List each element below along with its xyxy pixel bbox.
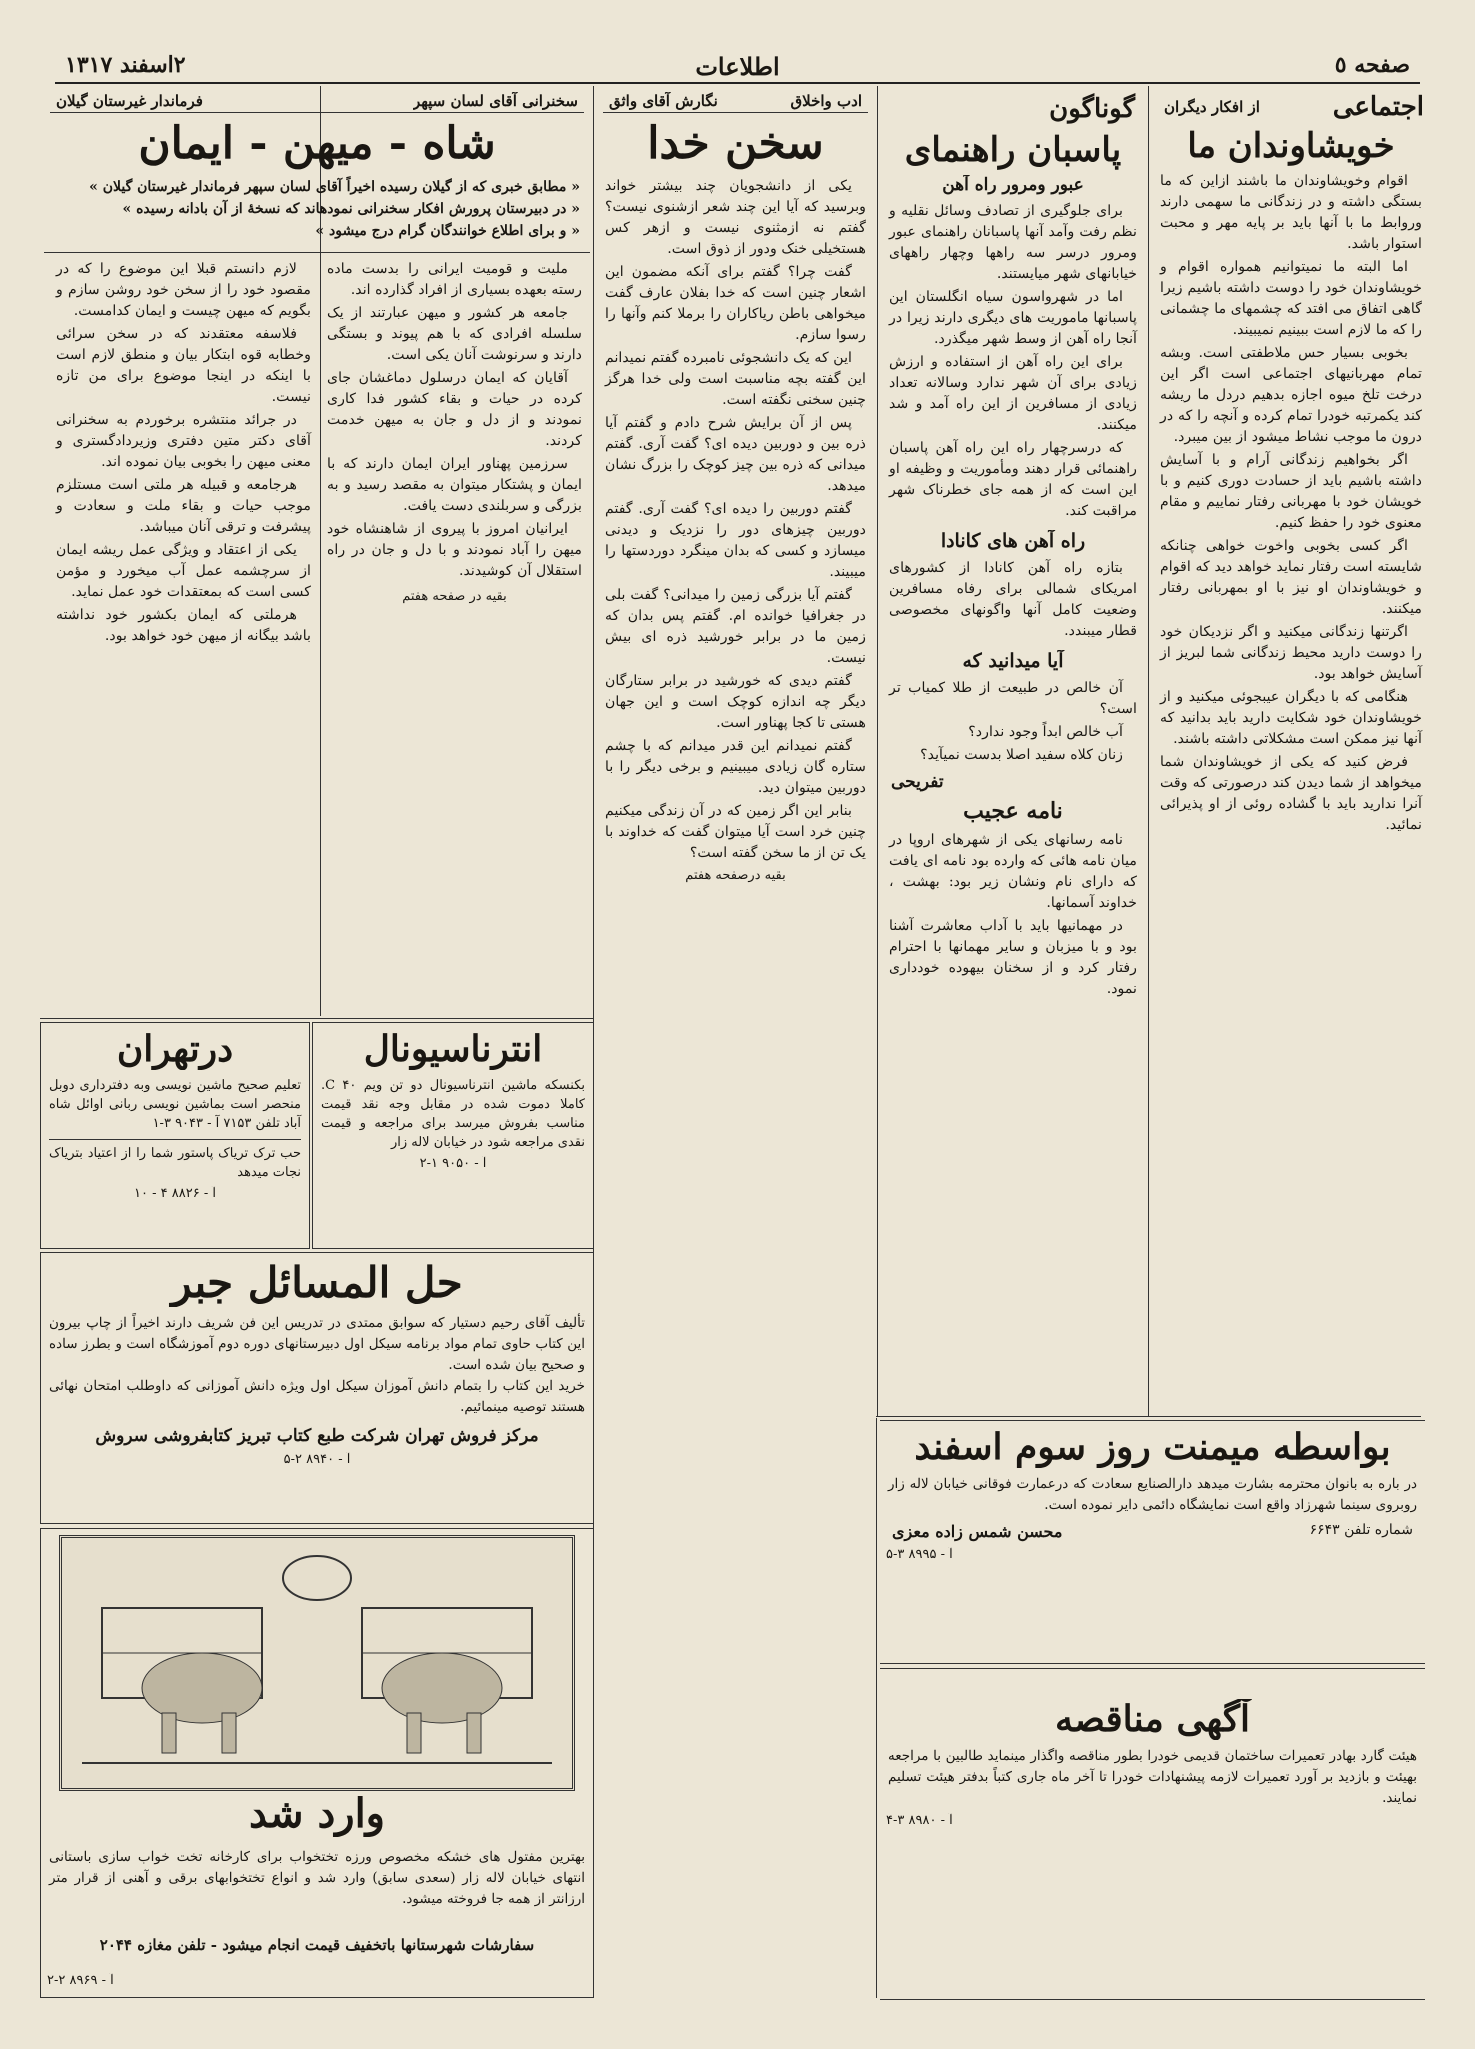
ad-text: حب ترک تریاک پاستور شما را از اعتیاد بتریاک نجات میدهد bbox=[49, 1139, 301, 1182]
column-misc bbox=[881, 88, 1145, 1413]
kicker: سخنرانی آقای لسان سپهر bbox=[412, 92, 578, 110]
masthead-name: اطلاعات bbox=[695, 52, 780, 81]
paragraph: هرجامعه و قبیله هر ملتی است مستلزم موجب حیات و بقاء ملت و سعادت و پیشرفت و ترقی آنان میباشد. bbox=[56, 476, 311, 535]
subheadline: راه آهن های کانادا bbox=[940, 529, 1086, 552]
continued-note: بقیه در صفحه هفتم bbox=[402, 588, 507, 604]
kicker: ادب واخلاق bbox=[790, 92, 862, 110]
ad-typing-school bbox=[40, 1022, 310, 1249]
paragraph: سرزمین پهناور ایران ایمان دارند که با ایمان و پشتکار میتوان به مقصد رسید و به بزرگی و سربلندی دست یافت. bbox=[327, 455, 582, 514]
ad-text: خرید این کتاب را بتمام دانش آموزان سیکل اول ویژه دانش آموزانی که داوطلب امتحان نهائی هستند توصیه مینمائیم. bbox=[49, 1378, 585, 1416]
intro-line: « و برای اطلاع خوانندگان گرام درج میشود » bbox=[315, 222, 580, 239]
ad-shops: مرکز فروش تهران شرکت طبع کتاب تبریز کتابفروشی سروش bbox=[95, 1426, 539, 1447]
page-number: صفحه ٥ bbox=[1334, 52, 1410, 78]
ad-text: بهترین مفتول های خشکه مخصوص ورزه تختخواب برای کارخانه تخت خواب سازی باستانی انتهای خیابان لاله زار (سعدی سابق) وارد شد و انواع تختخوابهای برقی و آهنی از قرار متر ارزانتر از همه جا فروخته میشود. bbox=[49, 1849, 585, 1907]
byline: نگارش آقای واثق bbox=[609, 92, 718, 110]
ad-code: آ - ۸۸۲۶ ۴ - ۱۰ bbox=[134, 1186, 216, 1202]
paragraph: اگرتنها زندگانی میکنید و اگر نزدیکان خود را دوست دارید محیط زندگانی شما لبریز از آسایش خواهد بود. bbox=[1160, 623, 1422, 682]
ad-title: انترناسیونال bbox=[363, 1029, 543, 1070]
subheadline: نامه عجیب bbox=[963, 797, 1063, 824]
list-item: آن خالص در طبیعت از طلا کمیاب تر است؟ bbox=[889, 679, 1137, 717]
ad-title: حل المسائل جبر bbox=[171, 1259, 463, 1307]
ad-code: آ - ۸۹۴۰ ۲-۵ bbox=[283, 1452, 351, 1468]
intro-line: « مطابق خبری که از گیلان رسیده اخیراً آقای لسان سپهر فرماندار غیرستان گیلان » bbox=[89, 178, 580, 195]
headline: سخن خدا bbox=[647, 119, 824, 169]
column-ethics bbox=[597, 88, 874, 1993]
ad-phone: شماره تلفن ۶۶۴۳ bbox=[1309, 1522, 1413, 1539]
section-label: اجتماعی bbox=[1332, 92, 1424, 122]
ad-code: آ - ۸۹۶۹ ۲-۲ bbox=[47, 1973, 114, 1988]
section-label: تفریحی bbox=[891, 771, 944, 792]
intro-line: « در دبیرستان پرورش افکار سخنرانی نمودهاند که نسخهٔ از آن بادانه رسیده » bbox=[122, 200, 580, 217]
ad-international-car bbox=[312, 1022, 594, 1249]
section-label: گوناگون bbox=[1049, 94, 1135, 124]
paragraph: اما در شهرواسون سیاه انگلستان این پاسبانها ماموریت های دیگری دارند زیرا در آنجا راه آهن از وسط شهر میگذرد. bbox=[889, 288, 1137, 347]
ad-phone: سفارشات شهرستانها باتخفیف قیمت انجام میشود - تلفن مغازه ۲۰۴۴ bbox=[99, 1936, 535, 1954]
subheadline: آیا میدانید که bbox=[962, 649, 1064, 672]
continued-note: بقیه درصفحه هفتم bbox=[685, 867, 786, 883]
paragraph: در جرائد منتشره برخوردم به سخنرانی آقای دکتر متین دفتری وزیردادگستری و معنی میهن را بخوبی بیان نموده اند. bbox=[56, 411, 311, 470]
paragraph: گفتم دوربین را دیده ای؟ گفت آری. گفتم دوربین چیزهای دور را نزدیک و دیدنی میسازد و کسی که بدان مینگرد دوردستها را میبیند. bbox=[605, 500, 866, 580]
paragraph: ملیت و قومیت ایرانی را بدست ماده رسته بعهده بسیاری از افراد گذارده اند. bbox=[327, 260, 582, 298]
elephant-left bbox=[142, 1653, 262, 1723]
paragraph: فرض کنید که یکی از خویشاوندان شما میخواهد از شما دیدن کند درصورتی که وقت آنرا ندارید باید با گشاده روئی از او پذیرائی نمائید. bbox=[1160, 753, 1422, 833]
paragraph: هنگامی که با دیگران عیبجوئی میکنید و از خویشاوندان خود شکایت دارید باید بدانید که آنها نیز ممکن است مشکلاتی داشته باشند. bbox=[1160, 688, 1422, 747]
column-lecture bbox=[44, 88, 590, 1013]
paragraph: ایرانیان امروز با پیروی از شاهنشاه خود میهن را آباد نمودند و با دل و جان در راه استقلال آن کوشیدند. bbox=[327, 520, 582, 579]
ad-text: در باره به بانوان محترمه بشارت میدهد دارالصنایع سعادت که درعمارت فوقانی خیابان لاله زار روبروی سینما شهرزاد واقع است نمایشگاه دائمی دایر نموده است. bbox=[888, 1476, 1417, 1514]
paragraph: که درسرچهار راه این راه آهن پاسبان راهنمائی قرار دهند ومأموریت و وظیفه او این است که از همه جای خطرناک شهر مراقبت کند. bbox=[889, 439, 1137, 519]
ad-text: تألیف آقای رحیم دستیار که سوابق ممتدی در تدریس این فن شریف دارند اخیراً از چاپ بیرون این کتاب حاوی تمام مواد برنامه سیکل اول دبیرستانهای دوره دوم آموزشگاه است و بطرز ساده و صحیح بیان شده است. bbox=[49, 1315, 585, 1374]
paragraph: اما البته ما نمیتوانیم همواره اقوام و خویشاوندان خود را دوست داشته باشیم زیرا گاهی اتفاق می افتد که چشمهای ما چشمانی را که ما لازم است ببینیم نمیبیند. bbox=[1160, 258, 1422, 338]
ad-bed-store bbox=[40, 1528, 594, 1998]
list-item: آب خالص ابداً وجود ندارد؟ bbox=[968, 723, 1123, 740]
elephant-right bbox=[382, 1653, 502, 1723]
headline: شاه - میهن - ایمان bbox=[138, 119, 496, 169]
ad-code: آ - ۸۹۹۵ ۳-۵ bbox=[886, 1547, 953, 1563]
paragraph: هرملتی که ایمان بکشور خود نداشته باشد بیگانه از میهن خود خواهد بود. bbox=[56, 606, 311, 644]
ad-code: آ - ۸۹۸۰ ۳-۴ bbox=[886, 1813, 953, 1829]
article-body bbox=[605, 176, 866, 864]
article-body bbox=[889, 558, 1137, 642]
issue-date: ۲اسفند ۱۳۱۷ bbox=[65, 52, 186, 78]
paragraph: برای جلوگیری از تصادف وسائل نقلیه و نظم رفت وآمد آنها پاسبانان راهنمای عبور ومرور درسر سه راهها وچهار راههای خیابانهای شهر میایستند. bbox=[889, 202, 1137, 282]
ad-illustration-frame bbox=[59, 1535, 575, 1791]
paragraph: گفتم آیا بزرگی زمین را میدانی؟ گفت بلی در جغرافیا خوانده ام. گفتم پس بدان که زمین ما در برابر خورشید ذره ای بیش نیست. bbox=[605, 586, 866, 666]
paragraph: برای این راه آهن از استفاده و ارزش زیادی برای آن شهر ندارد وسالانه تعداد زیادی از مسافرین از این راه آمد و شد میکنند. bbox=[889, 353, 1137, 433]
ad-title: آگهی مناقصه bbox=[1054, 1699, 1251, 1740]
article-body-right bbox=[327, 259, 582, 649]
paragraph: گفتم دیدی که خورشید در برابر ستارگان دیگر چه اندازه کوچک است و این جهان هستی تا کجا پهناور است. bbox=[605, 672, 866, 731]
paragraph: بتازه راه آهن کانادا از کشورهای امریکای شمالی برای رفاه مسافرین وضعیت کامل آنها واگونهای مخصوصی قطار میبندد. bbox=[889, 559, 1137, 639]
kicker: از افکار دیگران bbox=[1164, 98, 1260, 116]
fact-list bbox=[889, 678, 1137, 766]
list-item: زنان کلاه سفید اصلا بدست نمیآید؟ bbox=[920, 746, 1123, 763]
ad-text: هیئت گارد بهادر تعمیرات ساختمان قدیمی خودرا بطور مناقصه واگذار مینماید طالبین با مراجعه بهیئت و بازدید بر آورد تعمیرات لازمه پیشنهادات خودرا تا آخر ماه جاری کتباً بدفتر هیئت تسلیم نمایند. bbox=[888, 1748, 1417, 1807]
elephant-illustration bbox=[62, 1538, 572, 1788]
page-header bbox=[55, 48, 1420, 84]
ad-text: بکنسکه ماشین انترناسیونال دو تن ویم ۴۰ C. کاملا دموت شده در مقابل وجه نقد قیمت مناسب بفروش میرسد برای مراجعه و قیمت نقدی مراجعه شود در خیابان لاله زار bbox=[321, 1078, 585, 1151]
paragraph: بنابر این اگر زمین که در آن زندگی میکنیم چنین خرد است آیا میتوان گفت که خداوند با یک تن از ما سخن گفته است؟ bbox=[605, 802, 866, 861]
paragraph: جامعه هر کشور و میهن عبارتند از یک سلسله افرادی که با هم پیوند و بستگی دارند و سرنوشت آنان یکی است. bbox=[327, 304, 582, 363]
paragraph: گفت چرا؟ گفتم برای آنکه مضمون این اشعار چنین است که خدا بفلان عارف گفت میخواهی باطن ریاکاران را برملا کنم وآنها را رسوا سازم. bbox=[605, 263, 866, 343]
article-body bbox=[1160, 171, 1422, 836]
lecture-intro bbox=[54, 176, 580, 242]
paragraph: لازم دانستم قبلا این موضوع را که در مقصود خود را از سخن خود روشن سازم و بگویم که میهن چیست و ایمان کدامست. bbox=[56, 260, 311, 319]
paragraph: در مهمانیها باید با آداب معاشرت آشنا بود و با میزبان و سایر مهمانها با احترام رفتار کرد و از سخنان بیهوده خودداری نمود. bbox=[889, 917, 1137, 997]
ad-esfand-exhibition bbox=[880, 1420, 1425, 1664]
paragraph: نامه رسانهای یکی از شهرهای اروپا در میان نامه هائی که وارده بود نامه ای یافت که دارای نام ونشان زیر بود: بهشت ، خداوند آسمانها. bbox=[889, 831, 1137, 911]
paragraph: یکی از اعتقاد و ویژگی عمل ریشه ایمان از سرچشمه عمل آب میخورد و مؤمن کسی است که بمعتقدات خود عمل نماید. bbox=[56, 541, 311, 600]
article-body bbox=[889, 830, 1137, 1000]
paragraph: اقوام وخویشاوندان ما باشند ازاین که ما بستگی داشته و در زندگانی ما سهمی دارند وروابط ما با آنها باید بر پایه مهر و محبت استوار باشد. bbox=[1160, 172, 1422, 252]
paragraph: فلاسفه معتقدند که در سخن سرائی وخطابه قوه ابتکار بیان و منطق لازم است با اینکه در اینجا موضوع برای من تازه نیست. bbox=[56, 325, 311, 405]
ad-title: بواسطه میمنت روز سوم اسفند bbox=[914, 1427, 1391, 1468]
ad-algebra-book bbox=[40, 1252, 594, 1524]
paragraph: پس از آن برایش شرح دادم و گفتم آیا ذره بین و دوربین دیده ای؟ گفت آری. گفتم میدانی که ذره بین چیز کوچک را بزرگ نشان میدهد. bbox=[605, 414, 866, 494]
ad-code: آ - ۹۰۵۰ ۱-۲ bbox=[419, 1156, 487, 1172]
ad-signature: محسن شمس زاده معزی bbox=[892, 1522, 1063, 1542]
paragraph: این که یک دانشجوئی نامبرده گفتم نمیدانم این گفته بچه مناسبت است ولی خدا هرگز چنین سخنی نگفته است. bbox=[605, 349, 866, 408]
paragraph: بخوبی بسیار حس ملاطفتی است. وبشه تمام مهربانیهای اجتماعی است اگر این درخت تلخ میوه اجازه بدهیم دردل ما ریشه کند یکمرتبه خودرا تمام کرده و آنچه را که در درون ما موجب نشاط میشود از بین میبرد. bbox=[1160, 344, 1422, 445]
paragraph: گفتم نمیدانم این قدر میدانم که با چشم ستاره گان زیادی میبینیم و برخی دیگر را با دوربین میتوان دید. bbox=[605, 737, 866, 796]
ad-title: وارد شد bbox=[249, 1791, 385, 1837]
byline: فرماندار غیرستان گیلان bbox=[56, 92, 203, 110]
paragraph: یکی از دانشجویان چند بیشتر خواند وبرسید که آیا این چند شعر ازشنوی نیست؟ گفتم نه ازمثنوی نیست و ازهر کس هستخیلی خنک ودور از ذوق است. bbox=[605, 177, 866, 257]
article-body-left bbox=[56, 259, 311, 649]
column-social bbox=[1152, 88, 1430, 1413]
article-body bbox=[889, 201, 1137, 522]
subheadline: عبور ومرور راه آهن bbox=[942, 174, 1084, 195]
ad-title: درتهران bbox=[116, 1029, 234, 1070]
ad-text: تعلیم صحیح ماشین نویسی وبه دفترداری دوبل منحصر است بماشین نویسی ربانی اوائل شاه آباد تلفن ۷۱۵۳ آ - ۹۰۴۳ ۳-۱ bbox=[49, 1078, 301, 1132]
paragraph: آقایان که ایمان درسلول دماغشان جای کرده در حیات و بقاء کشور فدا کاری نمودند و از دل و جان به میهن خدمت کردند. bbox=[327, 369, 582, 449]
paragraph: اگر بخواهیم زندگانی آرام و با آسایش داشته باشیم باید از حسادت دوری کنیم و با خویشان خود با مهربانی رفتار نماییم و مقام معنوی خود را حفظ کنیم. bbox=[1160, 451, 1422, 531]
ad-tender bbox=[880, 1668, 1425, 2000]
headline: خویشاوندان ما bbox=[1187, 126, 1395, 166]
paragraph: اگر کسی بخوبی واخوت خواهی چنانکه شایسته است رفتار نماید خواهد دید که اقوام و خویشاوندان او نیز با او بمهربانی رفتار میکنند. bbox=[1160, 537, 1422, 617]
headline: پاسبان راهنمای bbox=[904, 130, 1122, 170]
